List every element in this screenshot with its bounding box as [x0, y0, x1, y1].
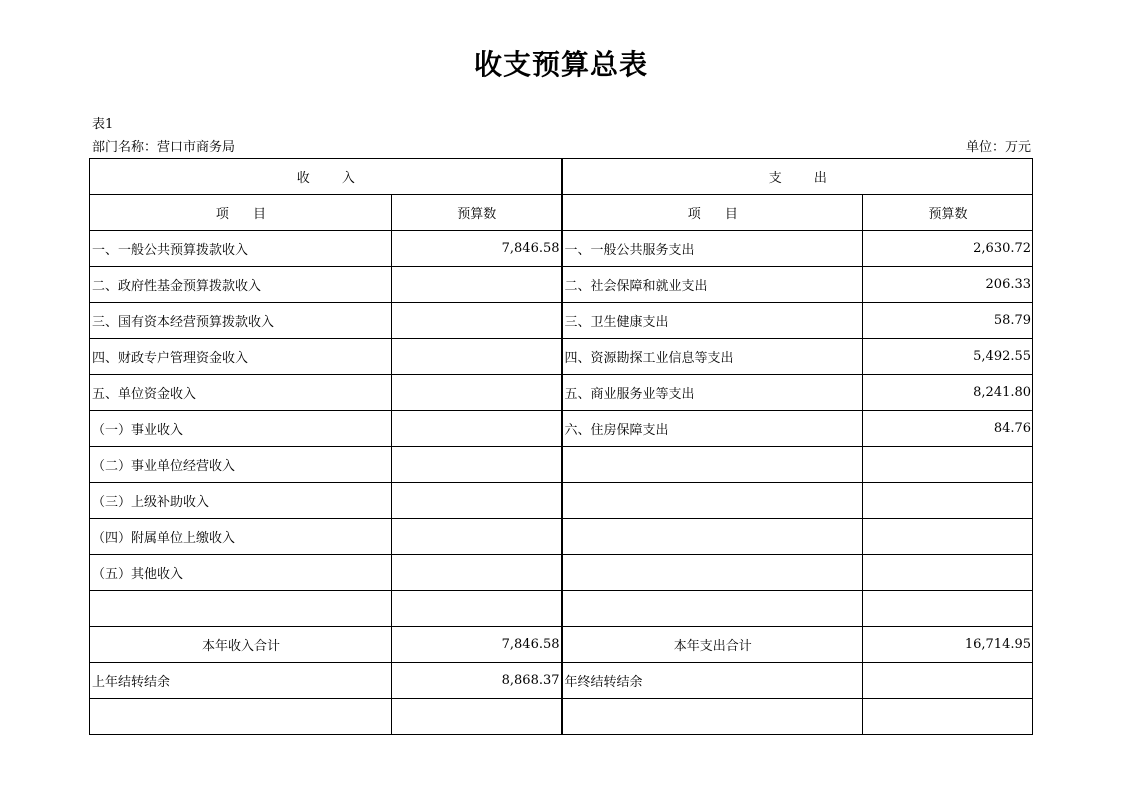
expense-amount-cell	[863, 591, 1033, 627]
income-item-cell: （三）上级补助收入	[90, 483, 392, 519]
expense-item-cell: 五、商业服务业等支出	[562, 375, 863, 411]
expense-amount-cell	[863, 699, 1033, 735]
expense-amount-cell: 5,492.55	[863, 339, 1033, 375]
expense-item-cell: 三、卫生健康支出	[562, 303, 863, 339]
table-row	[90, 267, 1033, 303]
income-item-cell: 五、单位资金收入	[90, 375, 392, 411]
income-item-cell: 四、财政专户管理资金收入	[90, 339, 392, 375]
income-total-amount: 7,846.58	[392, 627, 562, 663]
table-row	[90, 483, 1033, 519]
totals-row	[90, 627, 1033, 663]
table-row	[90, 519, 1033, 555]
expense-amount-cell: 206.33	[863, 267, 1033, 303]
table-row	[90, 591, 1033, 627]
expense-item-cell	[562, 483, 863, 519]
income-amount-cell	[392, 699, 562, 735]
income-item-cell: （二）事业单位经营收入	[90, 447, 392, 483]
income-amount-cell	[392, 555, 562, 591]
table-row	[90, 231, 1033, 267]
income-amount-cell	[392, 411, 562, 447]
column-header-row	[90, 195, 1033, 231]
expense-item-cell: 六、住房保障支出	[562, 411, 863, 447]
income-carryover-label: 上年结转结余	[90, 663, 392, 699]
expense-total-amount: 16,714.95	[863, 627, 1033, 663]
page-title: 收支预算总表	[473, 48, 648, 81]
department-name: 部门名称：营口市商务局	[92, 140, 236, 155]
income-item-cell: 三、国有资本经营预算拨款收入	[90, 303, 392, 339]
income-carryover-amount: 8,868.37	[392, 663, 562, 699]
carryover-row	[90, 663, 1033, 699]
income-total-label: 本年收入合计	[90, 627, 392, 663]
expense-total-label: 本年支出合计	[562, 627, 863, 663]
income-item-cell: （一）事业收入	[90, 411, 392, 447]
expense-amount-cell: 58.79	[863, 303, 1033, 339]
expense-item-cell	[562, 591, 863, 627]
income-item-header: 项 目	[90, 195, 392, 231]
income-amount-cell	[392, 267, 562, 303]
expense-item-cell	[562, 555, 863, 591]
budget-table	[89, 158, 1033, 735]
expense-item-cell	[562, 447, 863, 483]
table-row	[90, 303, 1033, 339]
expense-amount-cell: 2,630.72	[863, 231, 1033, 267]
expense-item-cell	[562, 519, 863, 555]
income-item-cell: 二、政府性基金预算拨款收入	[90, 267, 392, 303]
income-item-cell: （四）附属单位上缴收入	[90, 519, 392, 555]
income-item-cell	[90, 591, 392, 627]
income-amount-cell	[392, 303, 562, 339]
table-row	[90, 555, 1033, 591]
expense-amount-cell: 8,241.80	[863, 375, 1033, 411]
income-amount-cell: 7,846.58	[392, 231, 562, 267]
expense-carryover-label: 年终结转结余	[562, 663, 863, 699]
income-amount-cell	[392, 591, 562, 627]
income-amount-cell	[392, 375, 562, 411]
table-row	[90, 447, 1033, 483]
expense-carryover-amount	[863, 663, 1033, 699]
expense-section-header: 支 出	[562, 159, 1033, 195]
table-row	[90, 339, 1033, 375]
unit-label: 单位：万元	[965, 140, 1031, 155]
income-amount-cell	[392, 519, 562, 555]
expense-amount-cell	[863, 447, 1033, 483]
expense-item-cell	[562, 699, 863, 735]
table-row	[90, 699, 1033, 735]
expense-amount-header: 预算数	[863, 195, 1033, 231]
expense-amount-cell	[863, 555, 1033, 591]
income-amount-cell	[392, 483, 562, 519]
table-row	[90, 411, 1033, 447]
table-row	[90, 375, 1033, 411]
expense-item-header: 项 目	[562, 195, 863, 231]
expense-amount-cell	[863, 483, 1033, 519]
expense-item-cell: 二、社会保障和就业支出	[562, 267, 863, 303]
income-amount-header: 预算数	[392, 195, 562, 231]
income-amount-cell	[392, 447, 562, 483]
income-section-header: 收 入	[90, 159, 562, 195]
table-number: 表1	[92, 117, 114, 132]
income-item-cell: （五）其他收入	[90, 555, 392, 591]
expense-amount-cell: 84.76	[863, 411, 1033, 447]
expense-item-cell: 一、一般公共服务支出	[562, 231, 863, 267]
expense-item-cell: 四、资源勘探工业信息等支出	[562, 339, 863, 375]
income-amount-cell	[392, 339, 562, 375]
income-item-cell	[90, 699, 392, 735]
section-header-row	[90, 159, 1033, 195]
income-item-cell: 一、一般公共预算拨款收入	[90, 231, 392, 267]
expense-amount-cell	[863, 519, 1033, 555]
